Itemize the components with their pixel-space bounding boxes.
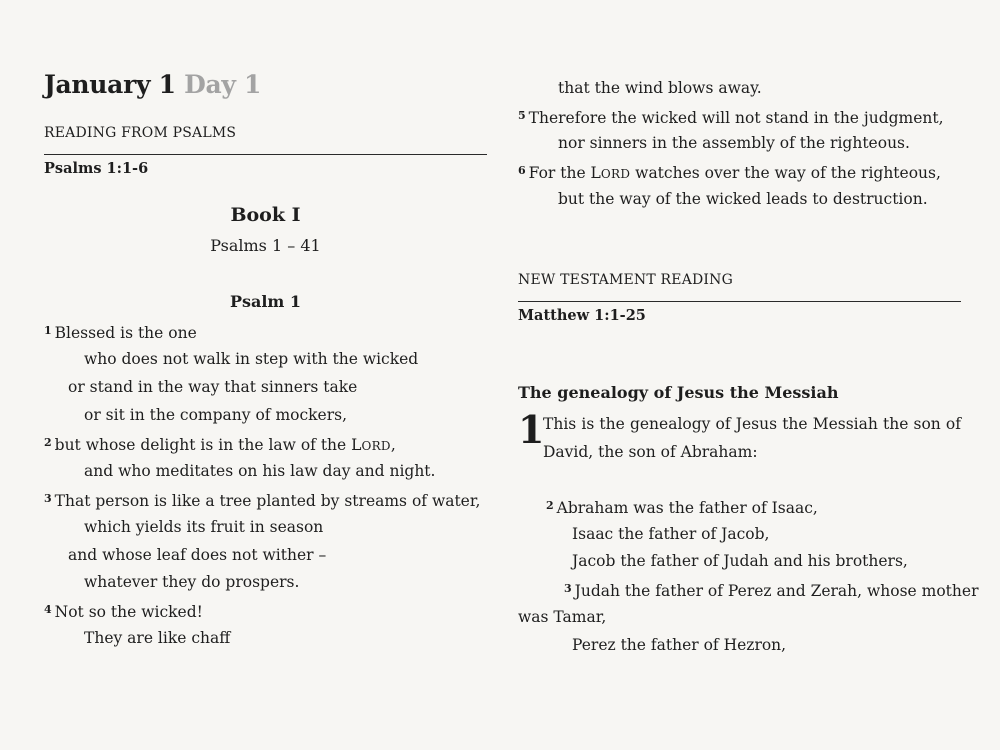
verse-line: Isaac the father of Jacob, xyxy=(572,525,770,543)
verse-line: that the wind blows away. xyxy=(558,79,762,97)
lord-smallcaps: ORD xyxy=(600,167,631,181)
verse-number: 6 xyxy=(518,164,526,177)
psalms-reference: Psalms 1:1-6 xyxy=(44,160,149,177)
verse-line: and whose leaf does not wither – xyxy=(68,546,327,564)
verse-line xyxy=(44,600,203,622)
chapter-opening-text: This is the genealogy of Jesus the Messiah the son of David, the son of Abraham: xyxy=(543,415,961,461)
verse-number: 5 xyxy=(518,109,526,122)
verse-text: but whose delight is in the law of the L xyxy=(54,436,362,454)
verse-number: 3 xyxy=(44,492,52,505)
verse-number: 4 xyxy=(44,603,52,616)
verse-line: nor sinners in the assembly of the righteous. xyxy=(558,134,910,152)
verse-line xyxy=(44,489,480,511)
psalms-section-label: READING FROM PSALMS xyxy=(44,125,237,141)
date-label: January 1 xyxy=(44,70,176,99)
verse-line xyxy=(44,433,396,456)
page-title xyxy=(44,70,261,99)
chapter-number: 1 xyxy=(518,407,545,452)
verse-line: which yields its fruit in season xyxy=(84,518,324,536)
verse-line: who does not walk in step with the wicked xyxy=(84,350,419,368)
nt-section-label: NEW TESTAMENT READING xyxy=(518,272,733,288)
verse-line xyxy=(518,161,941,184)
verse-text: Not so the wicked! xyxy=(54,603,203,621)
verse-text-end: , xyxy=(390,436,396,454)
verse-number: 3 xyxy=(564,582,572,595)
book-title: Book I xyxy=(230,204,301,226)
lord-smallcaps: ORD xyxy=(361,439,391,453)
verse-line: and who meditates on his law day and night. xyxy=(84,462,436,480)
verse-number: 2 xyxy=(44,436,52,449)
verse-line xyxy=(546,496,818,518)
verse-text: Abraham was the father of Isaac, xyxy=(556,499,818,517)
verse-number: 1 xyxy=(44,324,52,337)
verse-line xyxy=(518,106,944,128)
psalm-title: Psalm 1 xyxy=(229,292,302,311)
psalms-divider xyxy=(44,154,487,155)
verse-number: 2 xyxy=(546,499,554,512)
day-label: Day 1 xyxy=(184,70,262,99)
section-subheading: The genealogy of Jesus the Messiah xyxy=(518,383,839,402)
verse-text-end: watches over the way of the righteous, xyxy=(630,164,941,182)
verse-line: Perez the father of Hezron, xyxy=(572,636,787,654)
verse-line xyxy=(564,579,978,601)
book-subtitle: Psalms 1 – 41 xyxy=(210,236,321,255)
verse-line: but the way of the wicked leads to destruction. xyxy=(558,190,928,208)
verse-line xyxy=(44,321,197,343)
verse-line: was Tamar, xyxy=(518,608,607,626)
nt-reference: Matthew 1:1-25 xyxy=(518,307,646,324)
verse-text: Judah the father of Perez and Zerah, whose mother xyxy=(574,582,979,600)
verse-text: Blessed is the one xyxy=(54,324,197,342)
verse-line: or stand in the way that sinners take xyxy=(68,378,358,396)
nt-divider xyxy=(518,301,961,302)
verse-text: For the L xyxy=(528,164,601,182)
verse-text: Therefore the wicked will not stand in the judgment, xyxy=(528,109,944,127)
verse-line: They are like chaff xyxy=(84,629,231,647)
verse-line: whatever they do prospers. xyxy=(84,573,300,591)
verse-line: Jacob the father of Judah and his brothers, xyxy=(572,552,908,570)
verse-text: That person is like a tree planted by streams of water, xyxy=(54,492,481,510)
verse-line: or sit in the company of mockers, xyxy=(84,406,348,424)
